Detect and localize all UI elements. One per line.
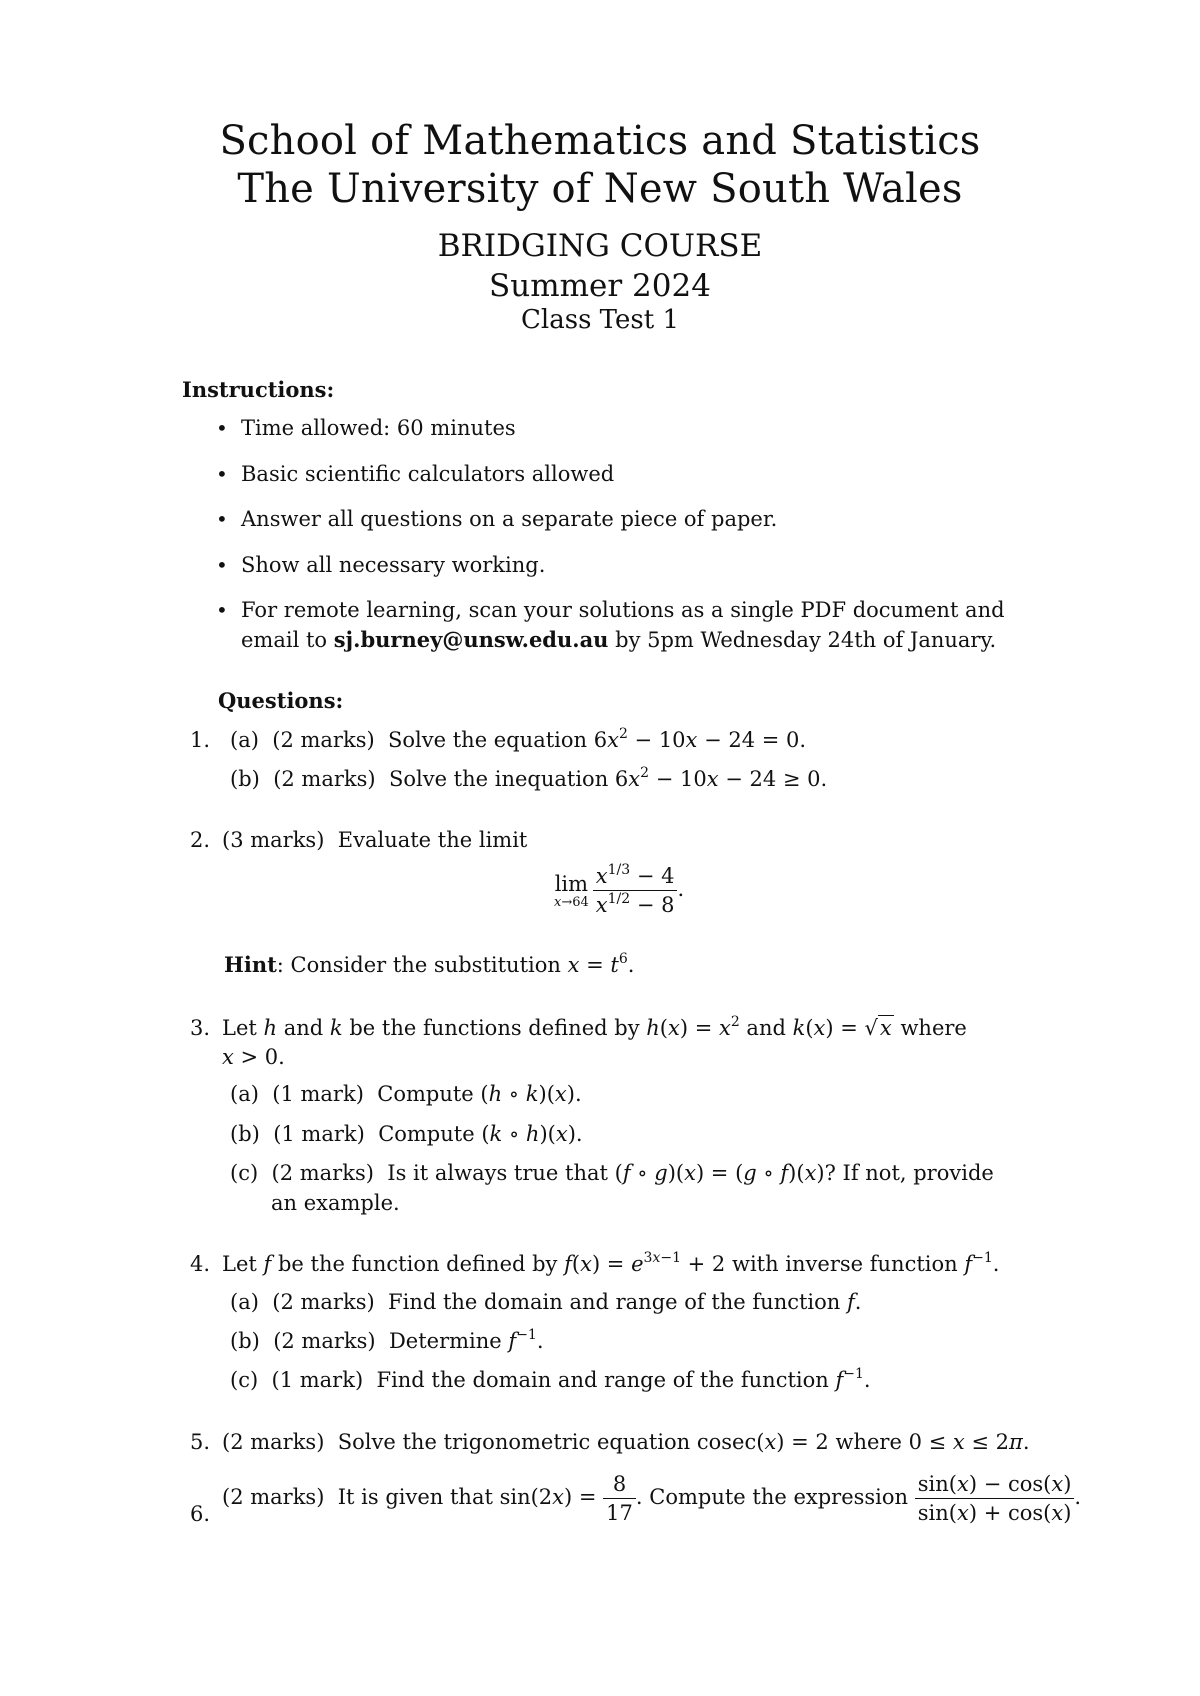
instruction-item: Time allowed: 60 minutes <box>241 416 516 440</box>
instruction-item-remote: For remote learning, scan your solutions as a single PDF document and <box>241 598 1005 622</box>
bullet-icon: • <box>216 462 228 486</box>
question-part: (b) (1 mark) Compute (k ∘ h)(x). <box>230 1122 583 1146</box>
question-number: 6. <box>190 1502 211 1526</box>
questions-heading: Questions: <box>218 688 344 713</box>
question-number: 3. <box>190 1016 211 1040</box>
school-title: School of Mathematics and Statistics <box>219 118 981 164</box>
question-text: Let h and k be the functions defined by $h(x) = x^2$ and k(x) = √x where <box>222 1014 967 1040</box>
question-part: (a) (2 marks) Solve the equation $6x^2 - 10x - 24 = 0$. <box>230 726 807 752</box>
instruction-item-remote-line2: email to sj.burney@unsw.edu.au by 5pm Wednesday 24th of January. <box>241 627 997 652</box>
question-part: (a) (2 marks) Find the domain and range of the function f. <box>230 1290 862 1314</box>
question-text: Let f be the function defined by $f(x) = e^{3x-1} + 2$ with inverse function $f^{-1}$. <box>222 1250 1000 1276</box>
limit-expression: lim x→64 $\frac{x^{1/3} - 4}{x^{1/2} - 8}$ . <box>554 862 685 917</box>
bullet-icon: • <box>216 553 228 577</box>
question-number: 4. <box>190 1252 211 1276</box>
university-title: The University of New South Wales <box>237 166 963 212</box>
question-number: 2. <box>190 828 211 852</box>
question-part: (b) (2 marks) Determine $f^{-1}$. <box>230 1327 544 1353</box>
question-part: (b) (2 marks) Solve the inequation $6x^2 - 10x - 24 \ge 0$. <box>230 765 828 791</box>
instructions-heading: Instructions: <box>182 377 335 402</box>
test-title: Class Test 1 <box>521 305 679 335</box>
question-text: (2 marks) Solve the trigonometric equation cosec(x) = 2 where 0 ≤ x ≤ 2π. <box>222 1430 1030 1454</box>
question-part: (c) (2 marks) Is it always true that (f ∘ g)(x) = (g ∘ f)(x)? If not, provide <box>230 1161 994 1185</box>
instruction-item: Answer all questions on a separate piece of paper. <box>241 507 778 531</box>
course-title: BRIDGING COURSE <box>437 228 763 264</box>
question-part: (c) (1 mark) Find the domain and range of the function $f^{-1}$. <box>230 1366 871 1392</box>
email-link[interactable]: sj.burney@unsw.edu.au <box>333 627 609 652</box>
question-part-line2: an example. <box>271 1191 400 1215</box>
question-text: (2 marks) It is given that sin(2x) = $\frac{8}{17}$ . Compute the expression $\frac{\sin(x) - \cos(x)}{\sin(x) + \cos(x)}$ . <box>222 1472 1082 1525</box>
question-text: (3 marks) Evaluate the limit <box>222 828 528 852</box>
question-number: 5. <box>190 1430 211 1454</box>
bullet-icon: • <box>216 507 228 531</box>
question-text-line2: x > 0. <box>222 1045 285 1069</box>
bullet-icon: • <box>216 598 228 622</box>
instruction-item: Basic scientific calculators allowed <box>241 462 615 486</box>
term-title: Summer 2024 <box>489 268 711 304</box>
instruction-item: Show all necessary working. <box>241 553 546 577</box>
hint-text: Hint: Consider the substitution $x = t^6$. <box>224 951 635 977</box>
bullet-icon: • <box>216 416 228 440</box>
question-number: 1. <box>190 728 211 752</box>
question-part: (a) (1 mark) Compute (h ∘ k)(x). <box>230 1082 582 1106</box>
